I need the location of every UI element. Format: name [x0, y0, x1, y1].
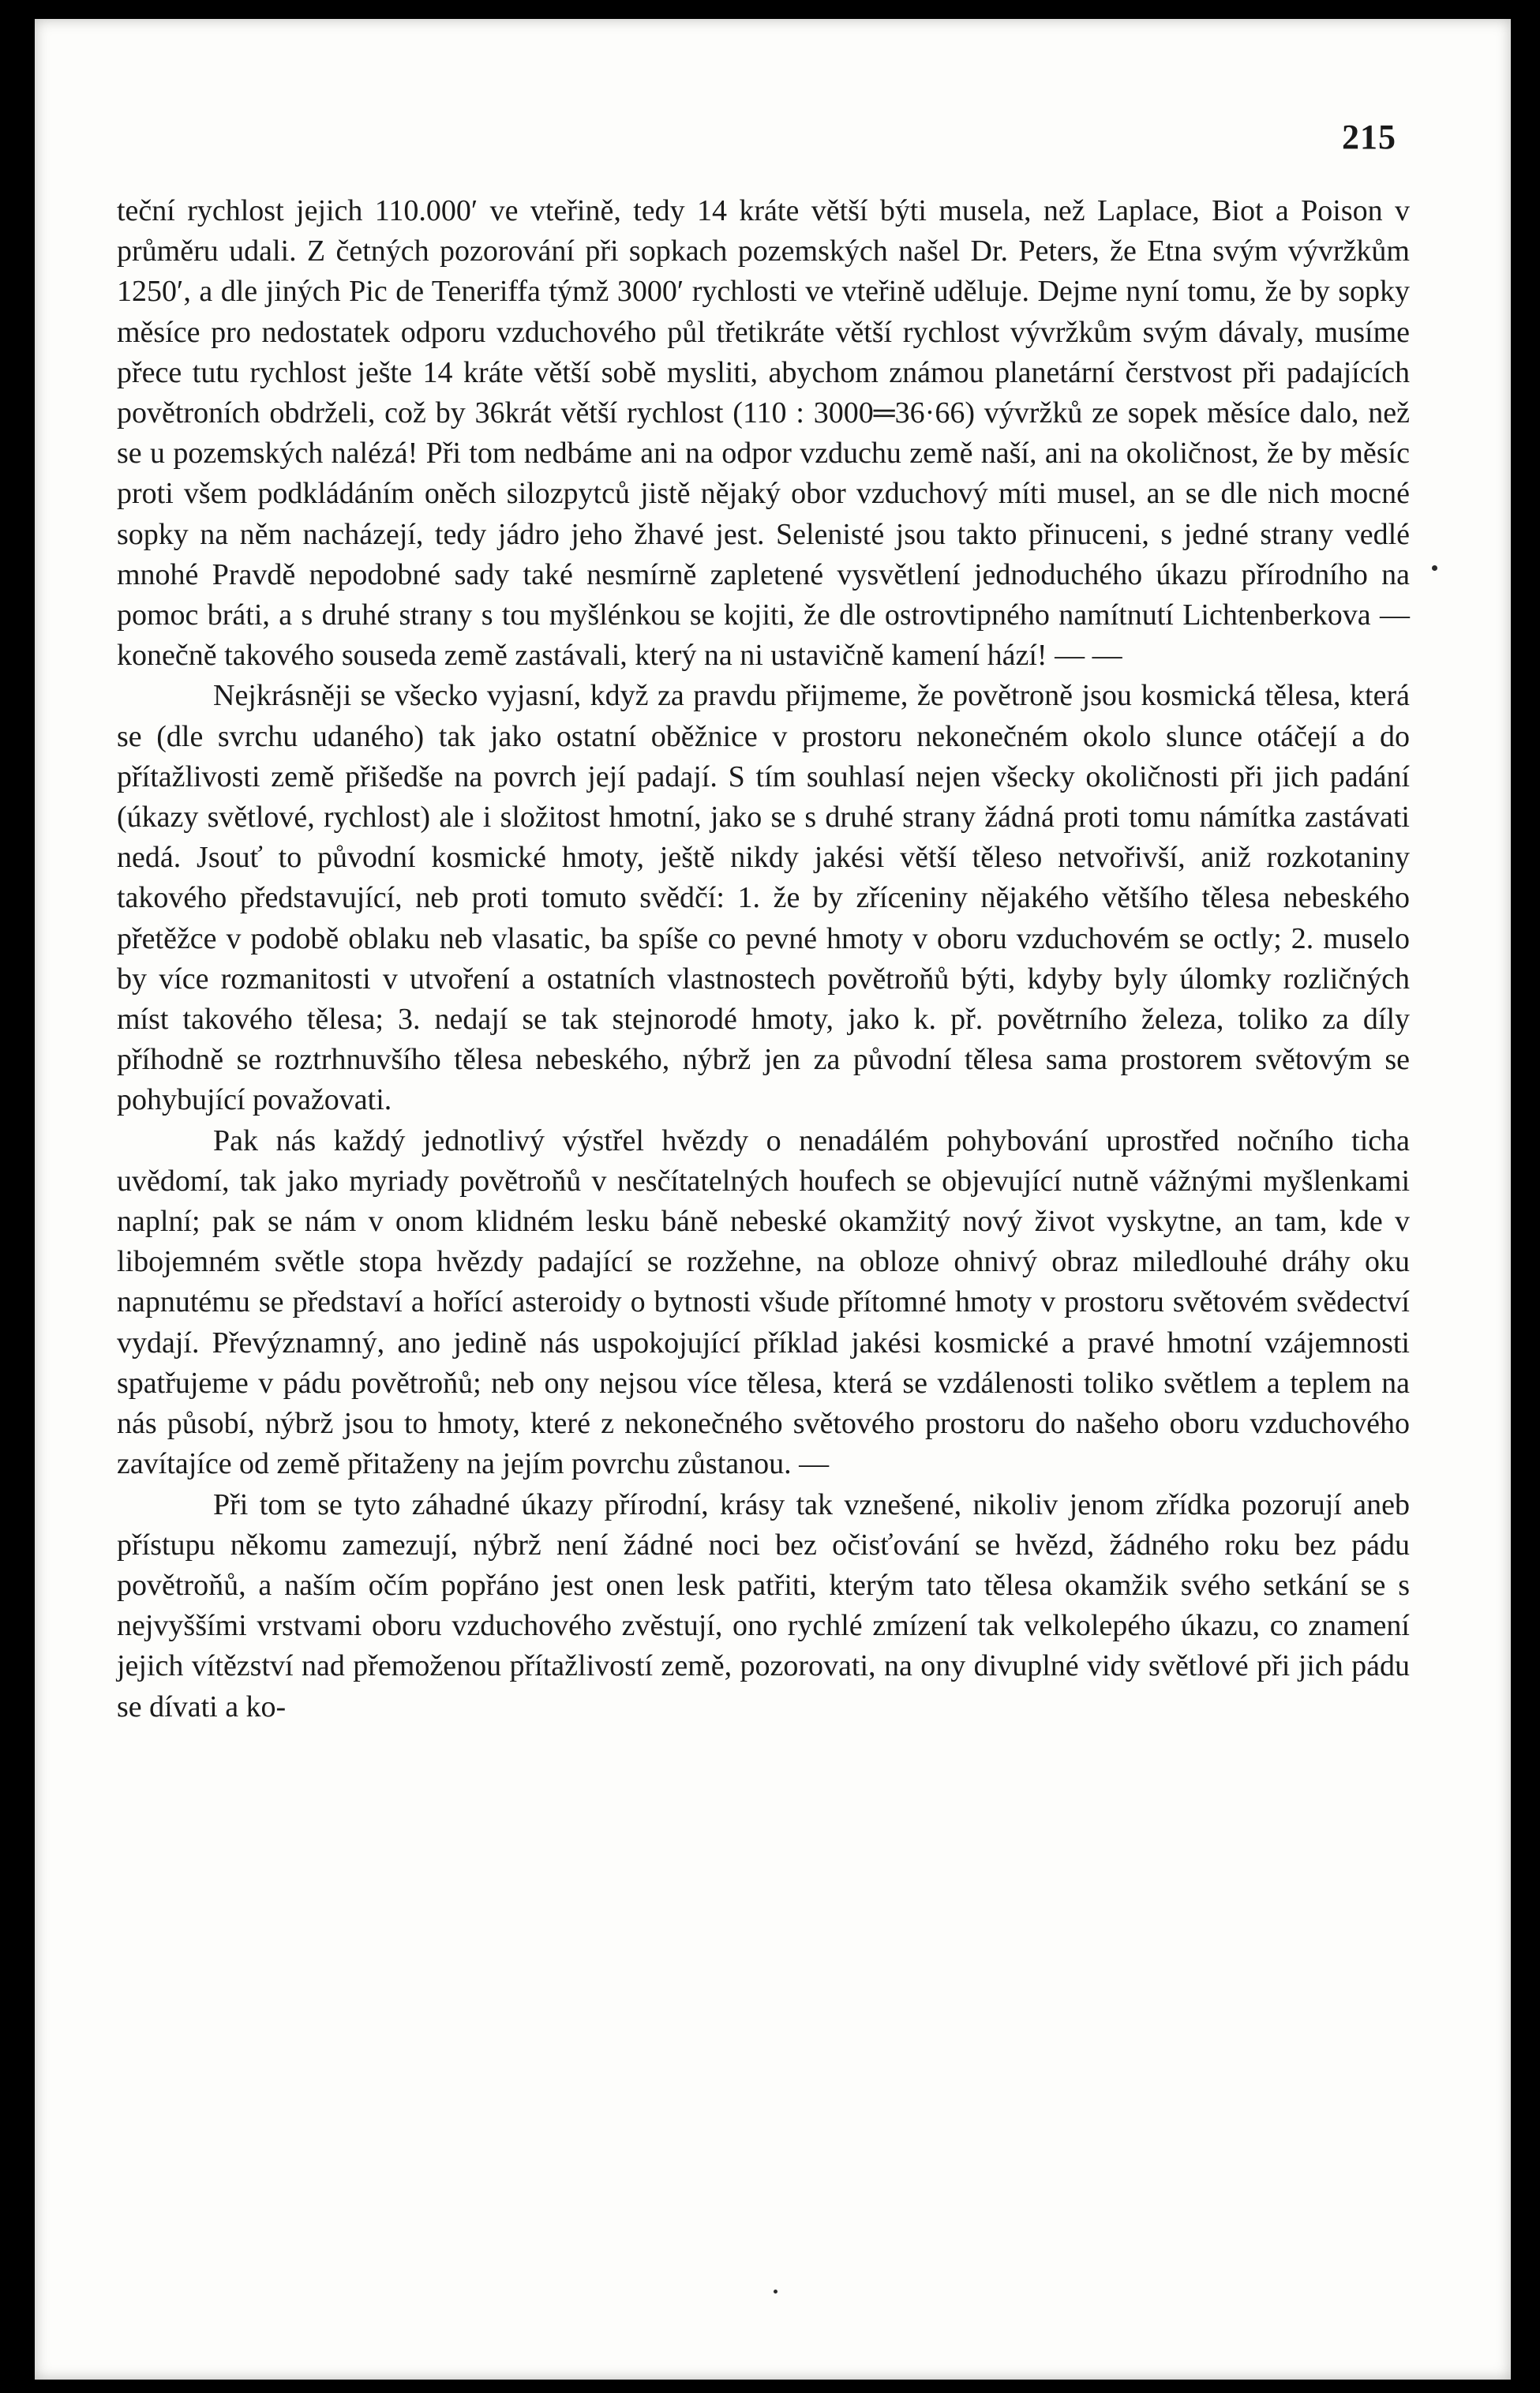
paragraph-3: Pak nás každý jednotlivý výstřel hvězdy o nenadálém pohybování uprostřed nočního ticha uvědomí, tak jako myriady povětroňů v nesčítatelných houfech se objevující nutně vážnými myšlenkami naplní; pak se nám v onom klidném lesku báně nebeské okamžitý nový život vyskytne, an tam, kde v libojemném světle stopa hvězdy padající se rozžehne, na obloze ohnivý obraz miledlouhé dráhy oku napnutému se představí a hořící asteroidy o bytnosti všude přítomné hmoty v prostoru světovém svědectví vydají. Převýznamný, ano jedině nás uspokojující příklad jakési kosmické a pravé hmotní vzájemnosti spatřujeme v pádu povětroňů; neb ony nejsou více tělesa, která se vzdálenosti toliko světlem a teplem na nás působí, nýbrž jsou to hmoty, které z nekonečného světového prostoru do našeho oboru vzduchového zavítajíce od země přitaženy na jejím povrchu zůstanou. —: [117, 1123, 1410, 1481]
paragraph-1: teční rychlost jejich 110.000′ ve vteřině, tedy 14 kráte větší býti musela, než Laplace, Biot a Poison v průměru udali. Z četných pozorování při sopkach pozemských našel Dr. Peters, že Etna svým vývržkům 1250′, a dle jiných Pic de Teneriffa týmž 3000′ rychlosti ve vteřině uděluje. Dejme nyní tomu, že by sopky měsíce pro nedostatek odporu vzduchového půl třetikráte větší rychlost vývržkům svým dávaly, musíme přece tutu rychlost ješte 14 kráte větší sobě mysliti, abychom známou planetární čerstvost při padajících povětroních obdrželi, což by 36krát větší rychlost (110 : 3000═36·66) vývržků ze sopek měsíce dalo, než se u pozemských nalézá! Při tom nedbáme ani na odpor vzduchu země naší, ani na okoličnost, že by měsíc proti všem podkládáním oněch silozpytců jistě nějaký obor vzduchový míti musel, an se dle nich mocné sopky na něm nacházejí, tedy jádro jeho žhavé jest. Selenisté jsou takto přinuceni, s jedné strany vedlé mnohé Pravdě nepodobné sady také nesmírně zapletené vysvětlení jednoduchého úkazu přírodního na pomoc bráti, a s druhé strany s tou myšlénkou se kojiti, že dle ostrovtipného namítnutí Lichtenberkova — konečně takového souseda země zastávali, který na ni ustavičně kamení hází! — —: [117, 194, 1410, 673]
paragraph-4: Při tom se tyto záhadné úkazy přírodní, krásy tak vznešené, nikoliv jenom zřídka pozorují aneb přístupu někomu zamezují, nýbrž není žádné noci bez očisťování se hvězd, žádného roku bez pádu povětroňů, a naším očím popřáno jest onen lesk patřiti, kterým tato tělesa okamžik svého setkání se s nejvyššími vrstvami oboru vzduchového zvěstují, ono rychlé zmízení tak velkolepého úkazu, co znamení jejich vítězství nad přemoženou přítažlivostí země, pozorovati, na ony divuplné vidy světlové při jich pádu se dívati a ko-: [117, 1487, 1410, 1723]
page-number: 215: [1342, 118, 1396, 156]
paragraph-2: Nejkrásněji se všecko vyjasní, když za pravdu přijmeme, že povětroně jsou kosmická tělesa, která se (dle svrchu udaného) tak jako ostatní oběžnice v prostoru nekonečném okolo slunce otáčejí a do přítažlivosti země přišedše na povrch její padají. S tím souhlasí nejen všecky okoličnosti při jich padání (úkazy světlové, rychlost) ale i složitost hmotní, jako se s druhé strany žádná proti tomu námítka zastávati nedá. Jsouť to původní kosmické hmoty, ještě nikdy jakési větší těleso netvořivší, aniž rozkotaniny takového představující, neb proti tomuto svědčí: 1. že by zříceniny nějakého většího tělesa nebeského přetěžce v podobě oblaku neb vlasatic, ba spíše co pevné hmoty v oboru vzduchovém se octly; 2. muselo by více rozmanitosti v utvoření a ostatních vlastnostech povětroňů býti, kdyby byly úlomky rozličných míst takového tělesa; 3. nedají se tak stejnorodé hmoty, jako k. př. povětrního železa, toliko za díly příhodně se roztrhnuvšího tělesa nebeského, nýbrž jen za původní tělesa sama prostorem světovým se pohybující považovati.: [117, 679, 1410, 1117]
body-text: [117, 191, 1410, 1727]
print-speck: [774, 2290, 777, 2294]
print-speck: [1432, 565, 1437, 571]
book-page: [35, 19, 1511, 2380]
